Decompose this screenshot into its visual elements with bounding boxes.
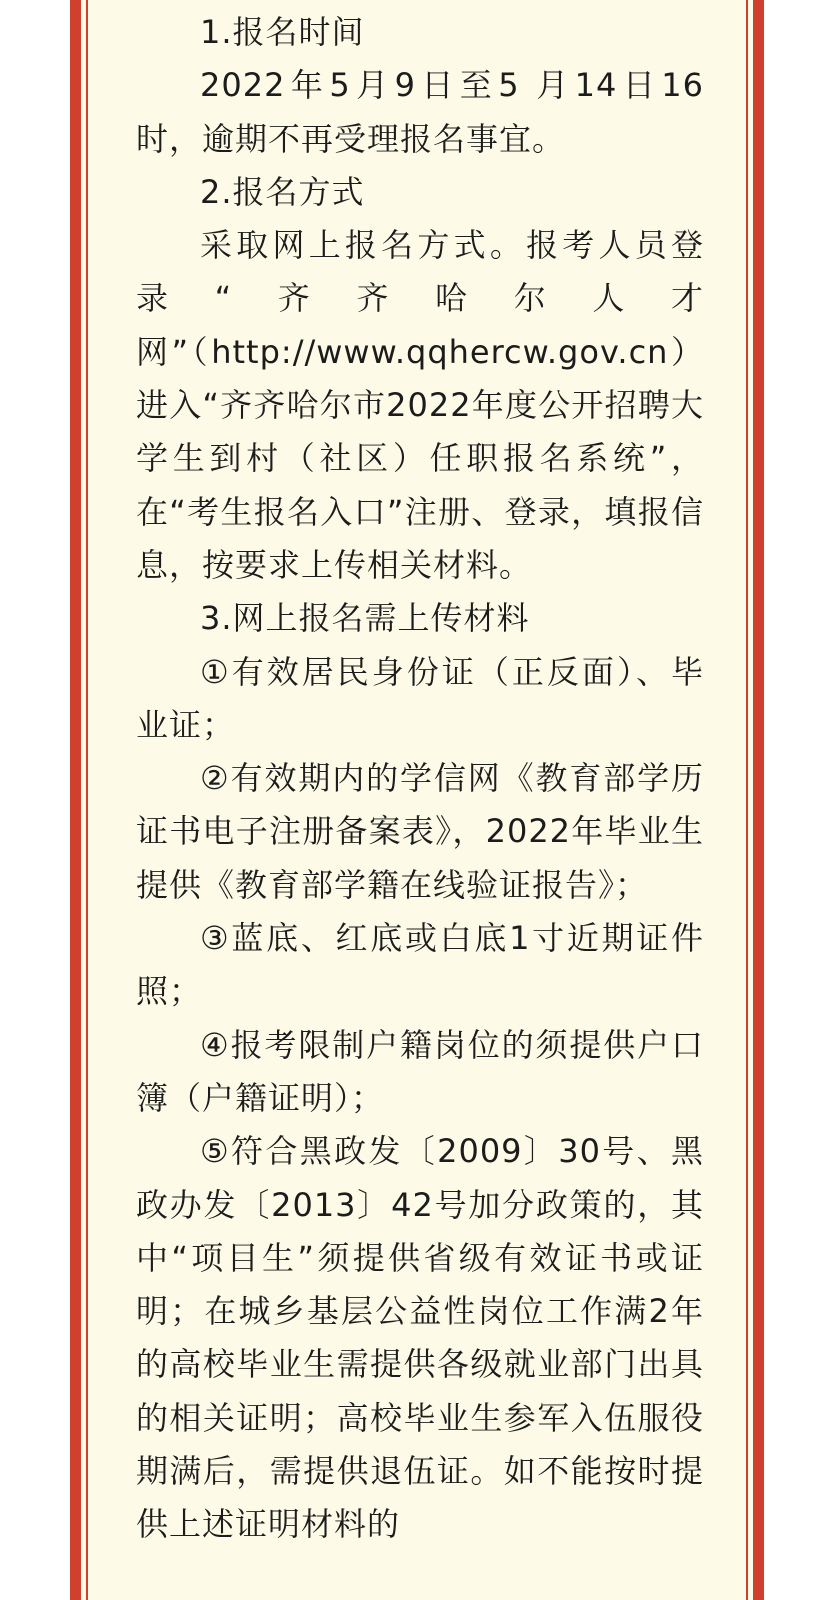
left-border-inner: [86, 0, 88, 1600]
paragraph-registration-method: 采取网上报名方式。报考人员登录“齐齐哈尔人才网”（http://www.qqhercw.gov.cn）进入“齐齐哈尔市2022年度公开招聘大学生到村（社区）任职报名系统”，在“考生报名入口”注册、登录，填报信息，按要求上传相关材料。: [136, 226, 704, 584]
paragraph-registration-time: 2022年5月9日至5 月14日16时，逾期不再受理报名事宜。: [136, 66, 704, 158]
list-item-photo: ③蓝底、红底或白底1寸近期证件照；: [136, 919, 704, 1011]
section-heading-registration-method: 2.报名方式: [200, 172, 365, 211]
section-heading-registration-time: 1.报名时间: [200, 13, 365, 51]
section-heading-upload-materials: 3.网上报名需上传材料: [200, 599, 530, 638]
right-border-outer: [753, 0, 764, 1600]
list-item-household-register: ④报考限制户籍岗位的须提供户口簿（户籍证明）；: [136, 1025, 704, 1117]
list-item-education-record: ②有效期内的学信网《教育部学历证书电子注册备案表》，2022年毕业生提供《教育部学籍在线验证报告》；: [136, 759, 704, 904]
left-border-outer: [70, 0, 81, 1600]
right-border-inner: [746, 0, 748, 1600]
document-body: [136, 6, 704, 1552]
list-item-id-card: ①有效居民身份证（正反面）、毕业证；: [136, 652, 704, 744]
list-item-bonus-policy: ⑤符合黑政发〔2009〕30号、黑政办发〔2013〕42号加分政策的，其中“项目生”须提供省级有效证书或证明；在城乡基层公益性岗位工作满2年的高校毕业生需提供各级就业部门出具的相关证明；高校毕业生参军入伍服役期满后，需提供退伍证。如不能按时提供上述证明材料的: [136, 1132, 704, 1544]
